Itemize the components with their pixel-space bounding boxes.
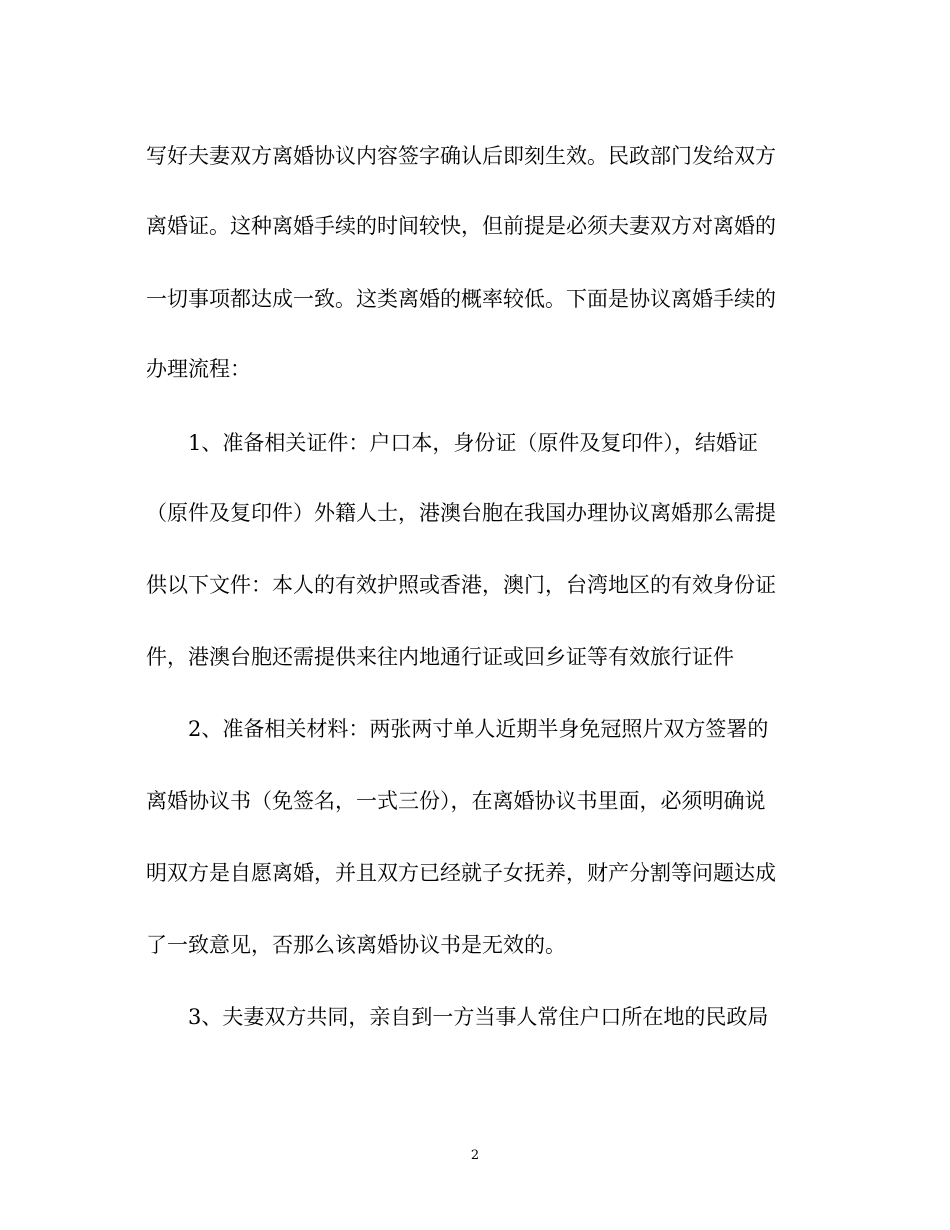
list-item-1-line-2: （原件及复印件）外籍人士，港澳台胞在我国办理协议离婚那么需提: [146, 501, 776, 525]
body-line-1: 写好夫妻双方离婚协议内容签字确认后即刻生效。民政部门发给双方: [146, 144, 776, 168]
body-line-4: 办理流程：: [146, 357, 251, 381]
body-line-2: 离婚证。这种离婚手续的时间较快，但前提是必须夫妻双方对离婚的: [146, 214, 776, 238]
list-item-1-line-1: 1、准备相关证件：户口本，身份证（原件及复印件），结婚证: [188, 431, 758, 455]
list-item-3-line-1: 3、夫妻双方共同，亲自到一方当事人常住户口所在地的民政局: [188, 1005, 769, 1029]
list-item-2-line-2: 离婚协议书（免签名，一式三份），在离婚协议书里面，必须明确说: [146, 789, 766, 813]
list-item-2-line-1: 2、准备相关材料：两张两寸单人近期半身免冠照片双方签署的: [188, 717, 769, 741]
list-item-2-line-4: 了一致意见，否那么该离婚协议书是无效的。: [146, 933, 566, 957]
body-line-3: 一切事项都达成一致。这类离婚的概率较低。下面是协议离婚手续的: [146, 287, 776, 311]
page-number: 2: [470, 1148, 480, 1163]
list-item-1-line-3: 供以下文件：本人的有效护照或香港，澳门，台湾地区的有效身份证: [146, 573, 776, 597]
list-item-2-line-3: 明双方是自愿离婚，并且双方已经就子女抚养，财产分割等问题达成: [146, 861, 776, 885]
list-item-1-line-4: 件，港澳台胞还需提供来往内地通行证或回乡证等有效旅行证件: [146, 645, 734, 669]
